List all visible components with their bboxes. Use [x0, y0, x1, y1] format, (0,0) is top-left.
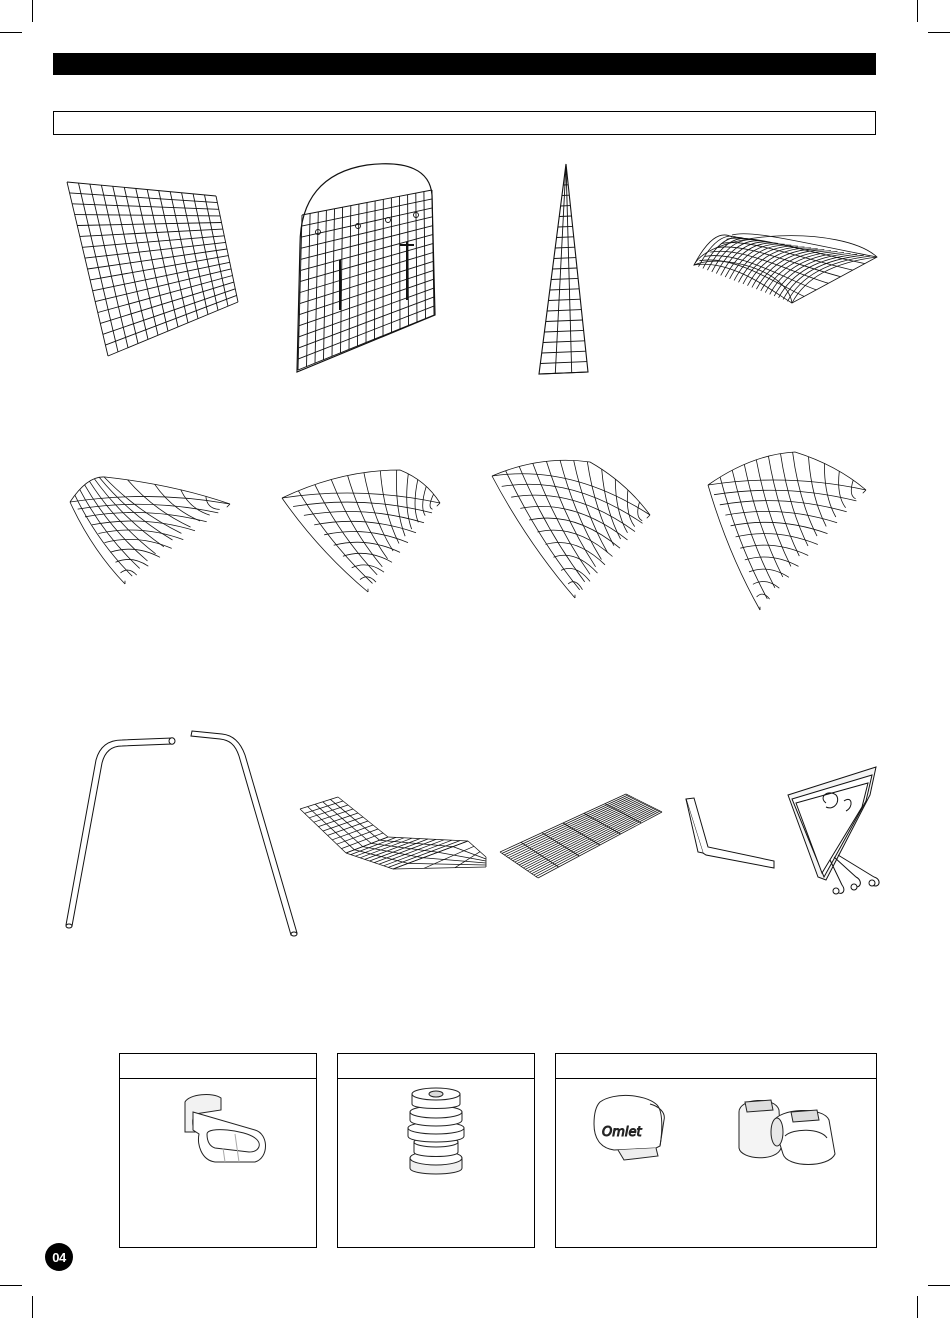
- corner-mesh-b: [280, 468, 450, 596]
- crop-mark: [928, 1285, 950, 1286]
- fixing-box-joints: [555, 1053, 877, 1248]
- mesh-corner-icon: [280, 468, 450, 596]
- mesh-triangle-icon: [536, 162, 596, 376]
- joint-clip-icon: [584, 1094, 684, 1174]
- mesh-floor-icon: [498, 790, 666, 882]
- crop-mark: [928, 32, 950, 33]
- flat-floor-mesh: [498, 790, 666, 882]
- crop-mark: [0, 32, 22, 33]
- corner-mesh-c: [490, 460, 660, 602]
- bent-bar: [682, 795, 782, 873]
- bar-icon: [682, 795, 782, 873]
- arched-poles: [62, 725, 302, 940]
- mesh-floor-icon: [298, 793, 490, 875]
- joint-clip-icon: [731, 1092, 851, 1172]
- roof-arch-mesh: [692, 225, 882, 307]
- door-mesh-panel: [292, 160, 444, 378]
- crop-mark: [917, 1296, 918, 1318]
- crop-mark: [0, 1285, 22, 1286]
- crop-mark: [917, 0, 918, 22]
- clip-icon: [175, 1090, 275, 1170]
- mesh-panel-icon: [60, 178, 245, 360]
- corner-mesh-d: [700, 450, 870, 615]
- page-number-badge: 04: [45, 1243, 73, 1271]
- brand-logo: Omlet: [602, 1125, 642, 1140]
- triangle-mesh-panel: [536, 162, 596, 376]
- flat-mesh-panel: [60, 178, 245, 360]
- fixing-box-clip: [119, 1053, 317, 1248]
- mesh-door-icon: [292, 160, 444, 378]
- mesh-arch-icon: [692, 225, 882, 307]
- corner-mesh-a: [65, 472, 235, 590]
- bent-floor-mesh: [298, 793, 490, 875]
- mesh-corner-icon: [65, 472, 235, 590]
- fixing-box-header: [556, 1054, 876, 1079]
- crop-mark: [32, 1296, 33, 1318]
- fixing-box-header: [338, 1054, 534, 1079]
- fixing-box-header: [120, 1054, 316, 1079]
- mesh-corner-icon: [490, 460, 660, 602]
- subtitle-box: [53, 111, 876, 135]
- tool-pack: [786, 765, 886, 900]
- crop-mark: [32, 0, 33, 22]
- tool-pack-icon: [786, 765, 886, 900]
- fixing-box-foot: [337, 1053, 535, 1248]
- header-bar: [53, 53, 876, 75]
- pole-icon: [62, 725, 302, 940]
- mesh-corner-icon: [700, 450, 870, 615]
- foot-icon: [396, 1084, 476, 1174]
